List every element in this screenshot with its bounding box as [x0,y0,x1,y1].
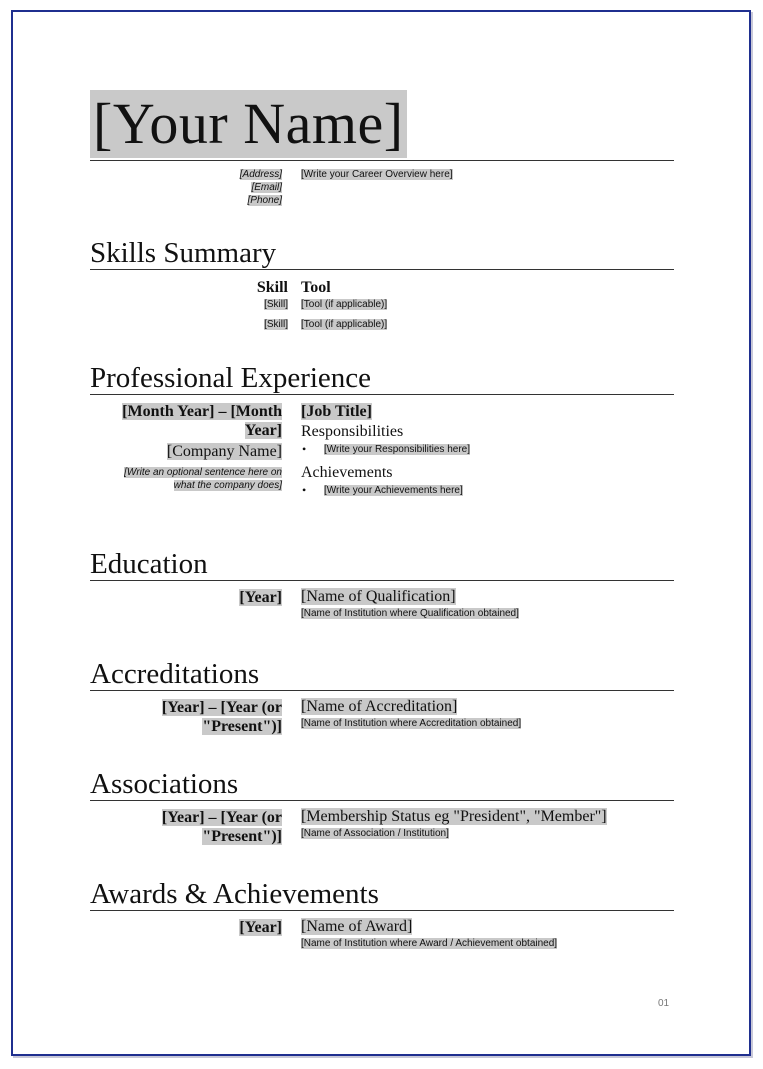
divider [90,580,674,581]
award-institution: [Name of Institution where Award / Achievement obtained] [301,938,558,949]
bullet: • [302,483,307,497]
job-title: [Job Title] [301,403,372,420]
association-dates: [Year] – [Year (or "Present")] [161,809,282,845]
contact-block [180,168,282,207]
membership-status: [Membership Status eg "President", "Member"] [301,808,607,825]
responsibilities-label: Responsibilities [301,423,404,440]
divider [90,690,674,691]
association-institution: [Name of Association / Institution] [301,828,449,839]
divider [90,910,674,911]
accreditations-heading: Accreditations [90,658,260,690]
accreditation-institution: [Name of Institution where Accreditation obtained] [301,718,522,729]
address: [Address] [239,169,282,180]
responsibilities-item: [Write your Responsibilities here] [324,444,470,455]
education-year: [Year] [239,589,282,606]
education-heading: Education [90,548,208,580]
resume-name: [Your Name] [90,90,407,158]
skill-column-header: Skill [256,279,288,296]
accreditation-name: [Name of Accreditation] [301,698,458,715]
company-description: [Write an optional sentence here on what the company does] [124,467,282,491]
skill-item: [Skill] [264,299,288,310]
phone: [Phone] [247,195,282,206]
divider [90,269,674,270]
career-overview: [Write your Career Overview here] [301,169,453,180]
award-name: [Name of Award] [301,918,413,935]
tool-item: [Tool (if applicable)] [301,299,388,310]
associations-heading: Associations [90,768,239,800]
experience-dates: [Month Year] – [Month Year] [122,403,282,439]
skill-item: [Skill] [264,319,288,330]
divider [90,800,674,801]
company-name: [Company Name] [166,443,282,460]
page-number: 01 [658,998,670,1009]
email: [Email] [251,182,282,193]
divider [90,394,674,395]
achievements-item: [Write your Achievements here] [324,485,463,496]
skills-heading: Skills Summary [90,237,277,269]
accreditation-dates: [Year] – [Year (or "Present")] [161,699,282,735]
qualification-institution: [Name of Institution where Qualification obtained] [301,608,519,619]
awards-heading: Awards & Achievements [90,878,379,910]
award-year: [Year] [239,919,282,936]
bullet: • [302,442,307,456]
tool-item: [Tool (if applicable)] [301,319,388,330]
qualification-name: [Name of Qualification] [301,588,456,605]
experience-heading: Professional Experience [90,362,372,394]
tool-column-header: Tool [301,279,331,296]
divider [90,160,674,161]
achievements-label: Achievements [301,464,393,481]
